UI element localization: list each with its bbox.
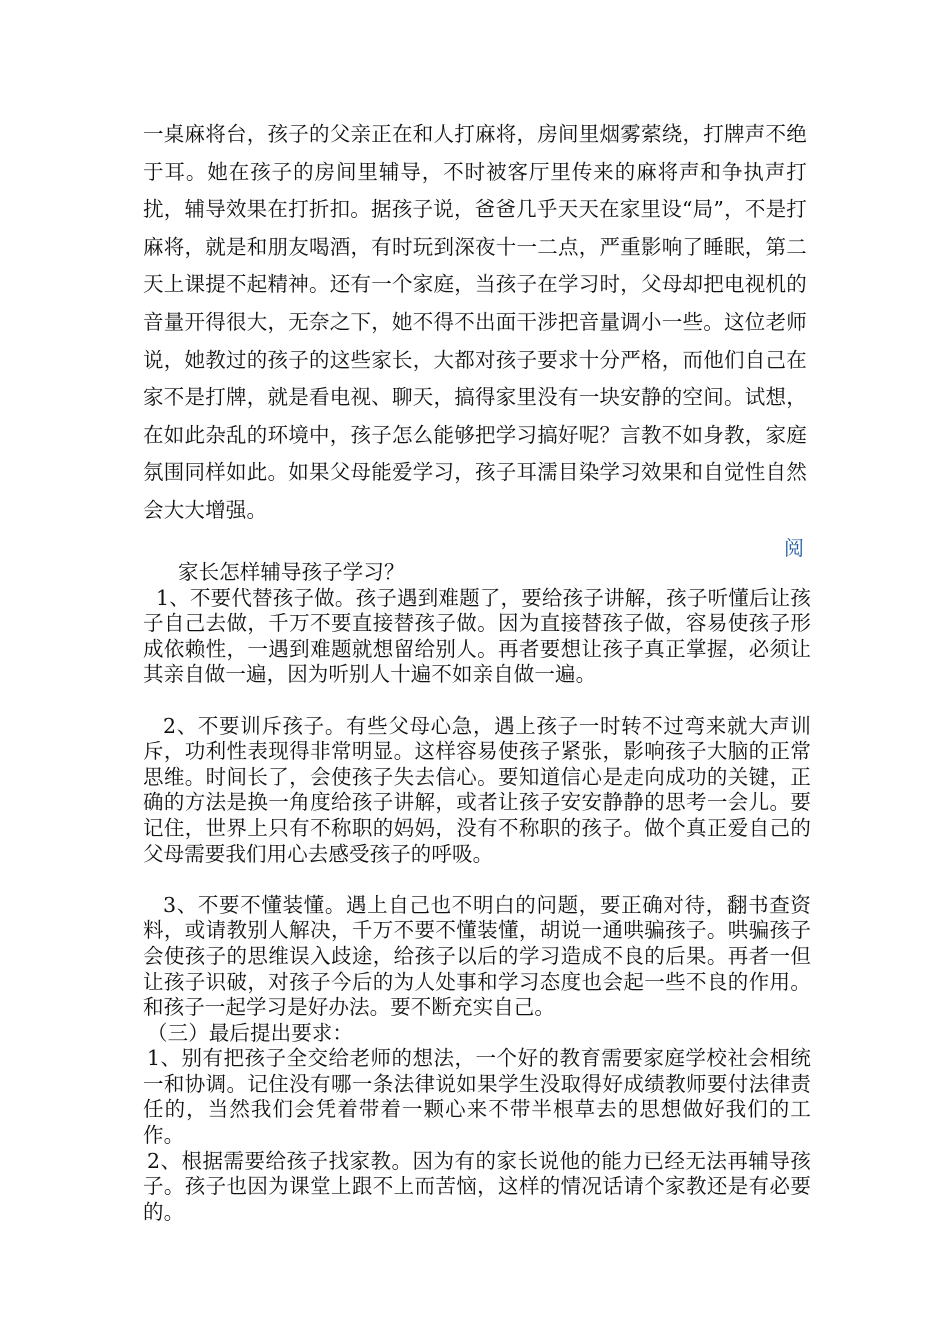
requirement-item-2: 2、根据需要给孩子找家教。因为有的家长说他的能力已经无法再辅导孩子。孩子也因为课堂上跟不上而苦恼，这样的情况话请个家教还是有必要的。 [143,1148,811,1224]
guidance-section [143,560,811,1225]
read-more-link[interactable]: 阅 [784,536,804,560]
section-title: 家长怎样辅导孩子学习？ [178,560,405,584]
spacer [143,867,811,893]
requirements-heading: （三）最后提出要求： [147,1020,353,1045]
guidance-item-1: 1、不要代替孩子做。孩子遇到难题了，要给孩子讲解，孩子听懂后让孩子自己去做，千万不要直接替孩子做。因为直接替孩子做，容易使孩子形成依赖性，一遇到难题就想留给别人。再者要想让孩子真正掌握，必须让其亲自做一遍，因为听别人十遍不如亲自做一遍。 [143,585,811,687]
guidance-item-2: 2、不要训斥孩子。有些父母心急，遇上孩子一时转不过弯来就大声训斥，功利性表现得非常明显。这样容易使孩子紧张，影响孩子大脑的正常思维。时间长了，会使孩子失去信心。要知道信心是走向成功的关键，正确的方法是换一角度给孩子讲解，或者让孩子安安静静的思考一会儿。要记住，世界上只有不称职的妈妈，没有不称职的孩子。做个真正爱自己的父母需要我们用心去感受孩子的呼吸。 [143,713,811,866]
spacer [143,688,811,714]
body-paragraph: 一桌麻将台，孩子的父亲正在和人打麻将，房间里烟雾萦绕，打牌声不绝于耳。她在孩子的房间里辅导，不时被客厅里传来的麻将声和争执声打扰，辅导效果在打折扣。据孩子说，爸爸几乎天天在家里设“局”，不是打麻将，就是和朋友喝酒，有时玩到深夜十一二点，严重影响了睡眠，第二天上课提不起精神。还有一个家庭，当孩子在学习时，父母却把电视机的音量开得很大，无奈之下，她不得不出面干涉把音量调小一些。这位老师说，她教过的孩子的这些家长，大都对孩子要求十分严格，而他们自己在家不是打牌，就是看电视、聊天，搞得家里没有一块安静的空间。试想，在如此杂乱的环境中，孩子怎么能够把学习搞好呢？言教不如身教，家庭氛围同样如此。如果父母能爱学习，孩子耳濡目染学习效果和自觉性自然会大大增强。 [143,122,807,522]
requirement-item-1: 1、别有把孩子全交给老师的想法，一个好的教育需要家庭学校社会相统一和协调。记住没有哪一条法律说如果学生没取得好成绩教师要付法律责任的，当然我们会凭着带着一颗心来不带半根草去的思想做好我们的工作。 [143,1046,811,1148]
guidance-item-3: 3、不要不懂装懂。遇上自己也不明白的问题，要正确对待，翻书查资料，或请教别人解决，千万不要不懂装懂，胡说一通哄骗孩子。哄骗孩子会使孩子的思维误入歧途，给孩子以后的学习造成不良的后果。再者一但让孩子识破，对孩子今后的为人处事和学习态度也会起一些不良的作用。和孩子一起学习是好办法。要不断充实自己。 [143,892,811,1020]
